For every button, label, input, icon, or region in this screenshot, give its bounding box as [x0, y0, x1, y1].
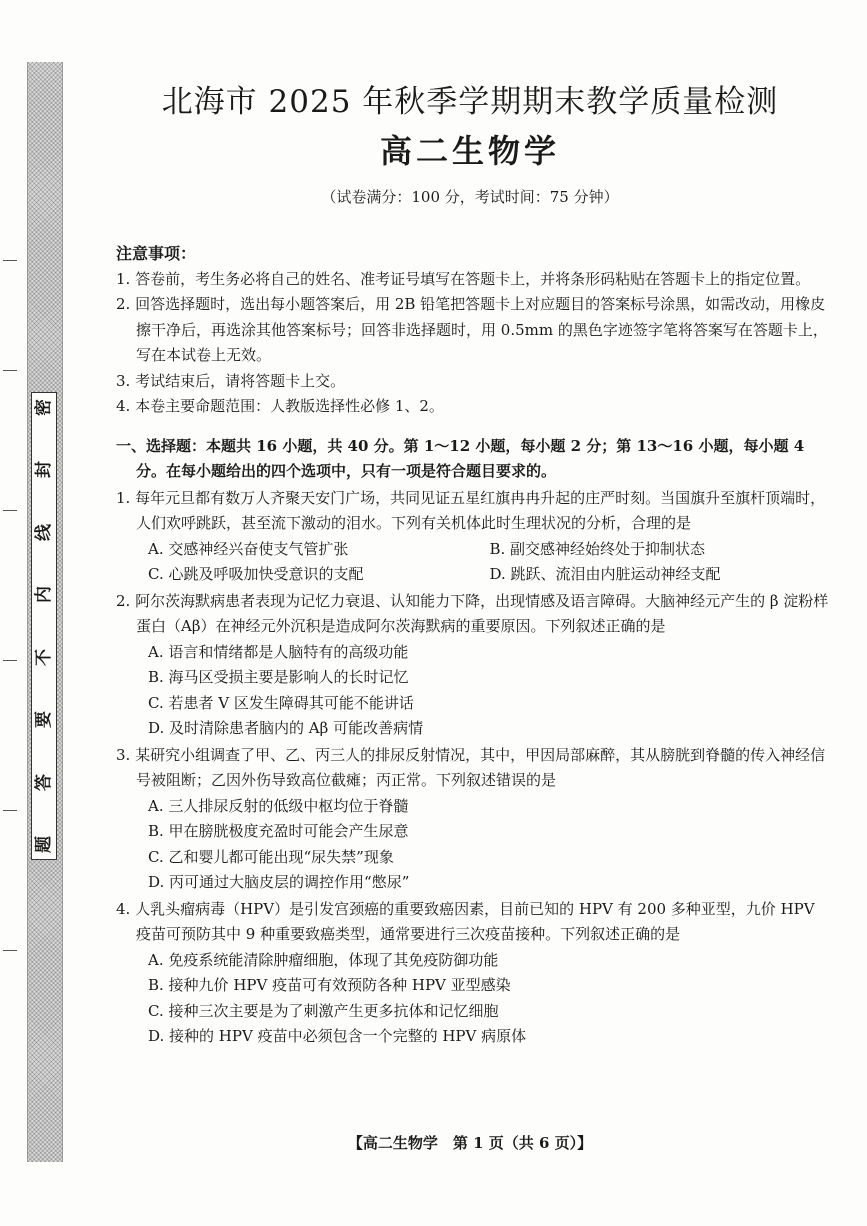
seal-char: 内	[33, 586, 54, 604]
option-a: A. 语言和情绪都是人脑特有的高级功能	[148, 642, 409, 661]
option-b: B. 海马区受损主要是影响人的长时记忆	[148, 668, 409, 686]
subject-title: 高二生物学	[379, 132, 560, 170]
notes-heading: 注意事项：	[116, 244, 197, 263]
option-d: D. 接种的 HPV 疫苗中必须包含一个完整的 HPV 病原体	[148, 1027, 527, 1045]
option-b: B. 甲在膀胱极度充盈时可能会产生尿意	[148, 822, 409, 840]
option-d: D. 跳跃、流泪由内脏运动神经支配	[489, 565, 721, 583]
section-heading: 一、选择题：本题共 16 小题，共 40 分。第 1～12 小题，每小题 2 分；第 13～16 小题，每小题 4 分。在每小题给出的四个选项中，只有一项是符合题目要求的。	[116, 436, 805, 480]
question-4	[116, 897, 831, 1050]
question-2	[116, 589, 831, 742]
seal-char: 密	[33, 399, 54, 416]
seal-char: 线	[33, 523, 54, 541]
note-item: 4. 本卷主要命题范围：人教版选择性必修 1、2。	[116, 397, 444, 415]
option-c: C. 接种三次主要是为了刺激产生更多抗体和记忆细胞	[148, 1001, 499, 1020]
seal-char: 要	[33, 711, 54, 729]
question-1	[116, 486, 831, 588]
page-footer: 【高二生物学 第 1 页（共 6 页）】	[347, 1134, 593, 1152]
question-stem: 2. 阿尔茨海默病患者表现为记忆力衰退、认知能力下降，出现情感及语言障碍。大脑神经元产生的 β 淀粉样蛋白（Aβ）在神经元外沉积是造成阿尔茨海默病的重要原因。下列叙述正确的是	[116, 591, 829, 635]
question-3	[116, 743, 831, 896]
seal-char: 封	[33, 461, 54, 479]
option-d: D. 及时清除患者脑内的 Aβ 可能改善病情	[148, 719, 424, 737]
option-a: A. 三人排尿反射的低级中枢均位于脊髓	[148, 796, 409, 815]
question-stem: 3. 某研究小组调查了甲、乙、丙三人的排尿反射情况，其中，甲因局部麻醉，其从膀胱到脊髓的传入神经信号被阻断；乙因外伤导致高位截瘫；丙正常。下列叙述错误的是	[116, 745, 826, 789]
option-c: C. 乙和婴儿都可能出现“尿失禁”现象	[148, 847, 394, 866]
question-stem: 1. 每年元旦都有数万人齐聚天安门广场，共同见证五星红旗冉冉升起的庄严时刻。当国旗升至旗杆顶端时，人们欢呼跳跃，甚至流下激动的泪水。下列有关机体此时生理状况的分析，合理的是	[116, 488, 826, 532]
option-b: B. 接种九价 HPV 疫苗可有效预防各种 HPV 亚型感染	[148, 976, 511, 994]
option-d: D. 丙可通过大脑皮层的调控作用“憋尿”	[148, 873, 410, 891]
option-c: C. 若患者 V 区发生障碍其可能不能讲话	[148, 693, 414, 712]
option-a: A. 交感神经兴奋使支气管扩张	[148, 539, 349, 558]
option-b: B. 副交感神经始终处于抑制状态	[489, 539, 706, 558]
note-item: 3. 考试结束后，请将答题卡上交。	[116, 371, 346, 390]
margin-marks	[3, 250, 19, 1010]
exam-content	[116, 241, 831, 1050]
seal-char: 题	[33, 835, 54, 853]
exam-meta: （试卷满分：100 分，考试时间：75 分钟）	[321, 188, 619, 206]
exam-title: 北海市 2025 年秋季学期期末教学质量检测	[161, 84, 779, 120]
seal-line-notice	[31, 392, 57, 860]
seal-char: 不	[33, 648, 54, 666]
question-stem: 4. 人乳头瘤病毒（HPV）是引发宫颈癌的重要致癌因素，目前已知的 HPV 有 200 多种亚型，九价 HPV 疫苗可预防其中 9 种重要致癌类型，通常要进行三次疫苗接种。下列叙述正确的是	[116, 899, 815, 943]
note-item: 1. 答卷前，考生务必将自己的姓名、准考证号填写在答题卡上，并将条形码粘贴在答题卡上的指定位置。	[116, 269, 811, 288]
option-c: C. 心跳及呼吸加快受意识的支配	[148, 565, 364, 583]
note-item: 2. 回答选择题时，选出每小题答案后，用 2B 铅笔把答题卡上对应题目的答案标号涂黑，如需改动，用橡皮擦干净后，再选涂其他答案标号；回答非选择题时，用 0.5mm 的黑色字迹签字笔将答案写在答题卡上，写在本试卷上无效。	[116, 295, 828, 364]
option-a: A. 免疫系统能清除肿瘤细胞，体现了其免疫防御功能	[148, 950, 499, 969]
seal-char: 答	[33, 773, 54, 791]
